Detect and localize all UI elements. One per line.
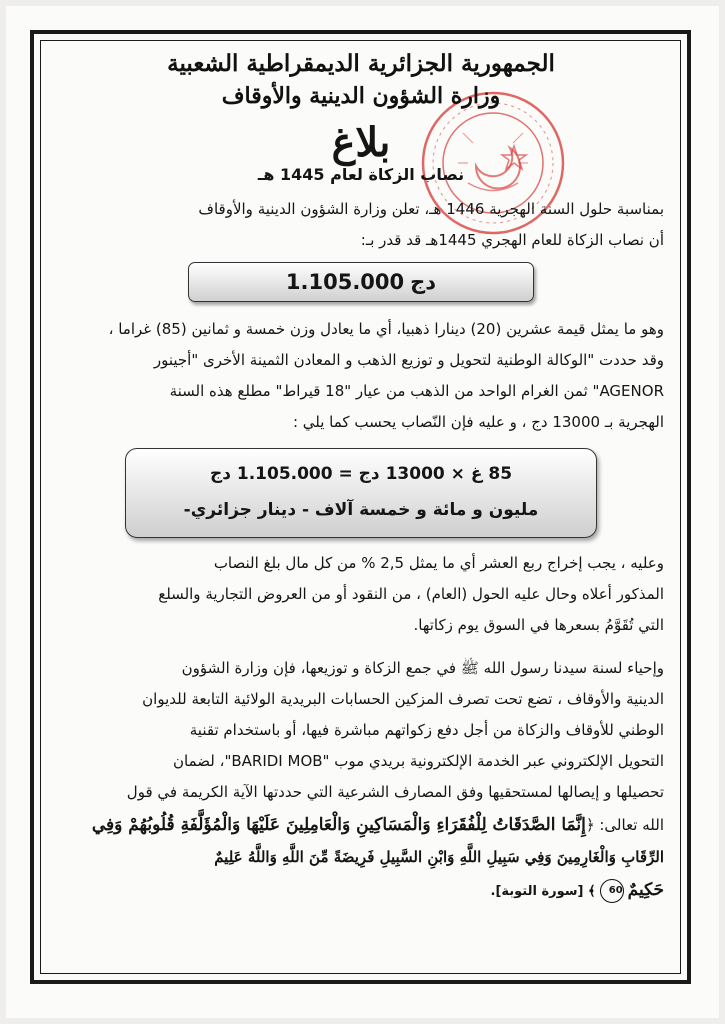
quran-verse-last: حَكِيمٌ	[627, 880, 664, 900]
quran-verse-line: الرِّقَابِ وَالْغَارِمِينَ وَفِي سَبِيلِ اللَّهِ وَابْنِ السَّبِيلِ فَرِيضَةً مِّنَ اللَّهِ وَاللَّهُ عَلِيمٌ	[214, 848, 664, 866]
intro-line: أن نصاب الزكاة للعام الهجري 1445هـ قد قدر بـ:	[360, 231, 664, 249]
calculation-box	[125, 448, 597, 538]
obligation-line: المذكور أعلاه وحال عليه الحول (العام) ، من النقود أو من العروض التجارية والسلع	[158, 585, 664, 603]
payment-line: التحويل الإلكتروني عبر الخدمة الإلكترونية بريدي موب "BARIDI MOB"، لضمان	[173, 752, 664, 770]
obligation-line: وعليه ، يجب إخراج ربع العشر أي ما يمثل 2,5 % من كل مال بلغ النصاب	[213, 554, 664, 572]
explanation-line: الهجرية بـ 13000 دج ، و عليه فإن النّصاب يحسب كما يلي :	[292, 413, 664, 431]
ayah-number-marker: 60	[600, 879, 624, 903]
explanation-line: AGENOR" ثمن الغرام الواحد من الذهب من عيار "18 قيراط" مطلع هذه السنة	[169, 382, 664, 400]
notice-title: بلاغ	[331, 119, 391, 166]
payment-line: الوطني للأوقاف والزكاة من أجل دفع زكواتهم مباشرة فيها، أو باستخدام تقنية	[189, 721, 664, 739]
payment-line: وإحياء لسنة سيدنا رسول الله ﷺ في جمع الزكاة و توزيعها، فإن وزارة الشؤون	[181, 659, 664, 677]
calculation-formula: 85 غ × 13000 دج = 1.105.000 دج	[209, 464, 513, 484]
quran-verse-end	[58, 873, 664, 907]
intro-line: بمناسبة حلول السنة الهجرية 1446 هـ، تعلن وزارة الشؤون الدينية والأوقاف	[198, 200, 664, 218]
ministry-header: وزارة الشؤون الدينية والأوقاف	[221, 83, 501, 109]
nisab-amount-value: 1.105.000	[285, 270, 405, 294]
explanation-line: وهو ما يمثل قيمة عشرين (20) دينارا ذهبيا، أي ما يعادل وزن خمسة و ثمانين (85) غراما ،	[108, 320, 664, 338]
notice-subtitle: نصاب الزكاة لعام 1445 هـ	[257, 165, 465, 184]
surah-reference: ﴾ [سورة التوبة].	[490, 884, 596, 899]
nisab-amount-currency: دج	[410, 270, 437, 294]
quran-intro: الله تعالى: ﴿	[585, 816, 664, 834]
nisab-amount-box	[188, 262, 534, 302]
notice-content	[58, 48, 664, 968]
quran-verse: إِنَّمَا الصَّدَقَاتُ لِلْفُقَرَاءِ وَالْمَسَاكِينِ وَالْعَامِلِينَ عَلَيْهَا وَالْمُؤَلَّفَةِ قُلُوبُهُمْ وَفِي	[91, 815, 586, 835]
explanation-line: وقد حددت "الوكالة الوطنية لتحويل و توزيع الذهب و المعادن الثمينة الأخرى "أجينور	[153, 351, 664, 369]
republic-header: الجمهورية الجزائرية الديمقراطية الشعبية	[167, 50, 555, 77]
payment-line: تحصيلها و إيصالها لمستحقيها وفق المصارف الشرعية التي حددتها الآية الكريمة في قول	[126, 783, 664, 801]
calculation-in-words: مليون و مائة و خمسة آلاف - دينار جزائري-	[183, 500, 539, 520]
quran-verse-line	[58, 808, 664, 842]
payment-line: الدينية والأوقاف ، تضع تحت تصرف المزكين الحسابات البريدية الولائية التابعة للديوان	[142, 690, 664, 708]
obligation-line: التي تُقَوَّمُ بسعرها في السوق يوم زكاتها.	[413, 616, 664, 634]
